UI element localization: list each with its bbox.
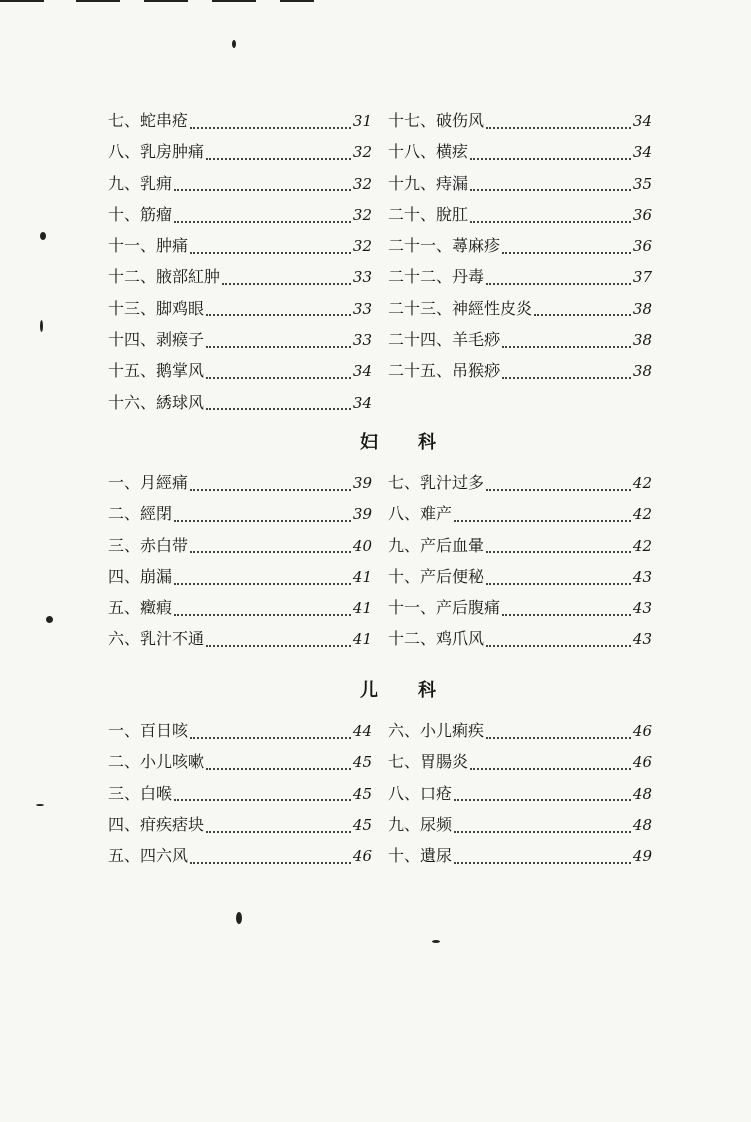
toc-entry (108, 564, 372, 595)
toc-entry-page-number: 48 (632, 784, 652, 803)
toc-entry-page-number: 46 (352, 847, 372, 866)
scan-speck (46, 616, 53, 623)
toc-entry (108, 812, 372, 843)
dot-leader (502, 252, 631, 254)
toc-entry-page-number: 33 (352, 331, 372, 350)
toc-entry-page-number: 34 (352, 393, 372, 412)
toc-entry-page-number: 34 (632, 112, 652, 130)
toc-entry (108, 171, 372, 202)
toc-columns (108, 718, 688, 874)
toc-entry (108, 781, 372, 812)
dot-leader (174, 583, 351, 585)
toc-entry (108, 264, 372, 295)
dot-leader (190, 862, 351, 864)
toc-entry-page-number: 36 (632, 237, 652, 256)
toc-entry-page-number: 34 (352, 362, 372, 381)
top-rule (212, 0, 256, 2)
toc-entry-label: 八、难产 (388, 504, 453, 524)
toc-entry-label: 一、月經痛 (108, 473, 189, 492)
toc-entry-label: 十、产后便秘 (388, 566, 485, 586)
toc-entry-label: 二十二、丹毒 (388, 267, 485, 287)
toc-entry-label: 十一、产后腹痛 (388, 598, 501, 618)
toc-entry-page-number: 38 (632, 362, 652, 381)
toc-entry-page-number: 41 (352, 630, 372, 649)
toc-entry-page-number: 39 (352, 474, 372, 492)
dot-leader (470, 768, 631, 770)
dot-leader (206, 768, 351, 770)
toc-right-column (388, 470, 652, 658)
toc-entry (388, 327, 652, 358)
dot-leader (174, 799, 351, 801)
toc-entry (388, 139, 652, 170)
toc-entry-label: 十四、剥瘊子 (108, 330, 205, 350)
toc-entry-label: 十一、肿痛 (108, 236, 189, 256)
toc-entry (108, 139, 372, 170)
dot-leader (206, 408, 351, 410)
toc-entry (388, 718, 652, 749)
toc-entry-page-number: 49 (632, 847, 652, 866)
dot-leader (174, 614, 351, 616)
toc-entry-label: 十二、鸡爪风 (388, 629, 485, 649)
toc-entry (108, 296, 372, 327)
toc-entry-label: 十九、痔漏 (388, 173, 469, 193)
toc-entry (388, 358, 652, 389)
toc-entry (108, 718, 372, 749)
section-heading: 妇科 (360, 432, 476, 453)
top-rule (0, 0, 44, 2)
scan-speck (40, 232, 46, 240)
toc-section-pediatrics (108, 676, 688, 874)
toc-entry-page-number: 32 (352, 143, 372, 162)
toc-entry-label: 十三、脚鸡眼 (108, 298, 205, 318)
toc-entry (388, 564, 652, 595)
toc-entry-page-number: 41 (352, 567, 372, 586)
toc-entry-page-number: 43 (632, 630, 652, 649)
toc-entry-label: 七、胃腸炎 (388, 752, 469, 772)
toc-entry (108, 626, 372, 657)
toc-entry-label: 六、小儿痢疾 (388, 721, 485, 740)
dot-leader (206, 346, 351, 348)
dot-leader (470, 158, 631, 160)
toc-entry-page-number: 40 (352, 536, 372, 555)
toc-entry-label: 一、百日咳 (108, 721, 189, 740)
toc-entry-label: 七、蛇串疮 (108, 111, 189, 130)
toc-entry-page-number: 31 (352, 112, 372, 130)
dot-leader (502, 346, 631, 348)
dot-leader (206, 314, 351, 316)
toc-entry (108, 108, 372, 139)
toc-entry-label: 二十五、吊猴痧 (388, 361, 501, 381)
toc-right-column (388, 108, 652, 421)
toc-entry-page-number: 33 (352, 299, 372, 318)
dot-leader (454, 520, 631, 522)
toc-entry-label: 十、筋瘤 (108, 204, 173, 224)
dot-leader (206, 377, 351, 379)
dot-leader (470, 189, 631, 191)
dot-leader (486, 127, 631, 129)
toc-entry (108, 843, 372, 874)
toc-entry-label: 十七、破伤风 (388, 111, 485, 130)
toc-entry-page-number: 42 (632, 505, 652, 524)
toc-entry-label: 十五、鹅掌风 (108, 361, 205, 381)
toc-entry (388, 202, 652, 233)
toc-entry-label: 八、口疮 (388, 783, 453, 803)
toc-entry-label: 四、崩漏 (108, 566, 173, 586)
dot-leader (190, 551, 351, 553)
toc-entry-page-number: 42 (632, 474, 652, 492)
dot-leader (454, 831, 631, 833)
dot-leader (486, 645, 631, 647)
toc-entry (388, 108, 652, 139)
toc-entry-page-number: 48 (632, 815, 652, 834)
toc-section-gynecology (108, 428, 688, 658)
toc-right-column (388, 718, 652, 874)
toc-columns (108, 470, 688, 658)
dot-leader (190, 127, 351, 129)
toc-entry-label: 九、乳痈 (108, 173, 173, 193)
toc-entry (108, 202, 372, 233)
dot-leader (454, 862, 631, 864)
toc-columns (108, 108, 688, 421)
toc-entry-page-number: 34 (632, 143, 652, 162)
toc-entry-label: 二十一、蕁麻疹 (388, 236, 501, 256)
toc-entry-label: 二、小儿咳嗽 (108, 752, 205, 772)
scan-speck (232, 40, 236, 48)
toc-entry-page-number: 45 (352, 815, 372, 834)
toc-entry (108, 390, 372, 421)
toc-entry-page-number: 32 (352, 205, 372, 224)
top-rule (76, 0, 120, 2)
top-rule (144, 0, 188, 2)
toc-entry-page-number: 33 (352, 268, 372, 287)
toc-entry-label: 七、乳汁过多 (388, 473, 485, 492)
toc-entry-label: 十、遺尿 (388, 846, 453, 866)
dot-leader (486, 283, 631, 285)
toc-left-column (108, 470, 372, 658)
dot-leader (206, 158, 351, 160)
dot-leader (174, 221, 351, 223)
top-rule (280, 0, 314, 2)
toc-entry (388, 171, 652, 202)
toc-entry (388, 781, 652, 812)
scan-speck (236, 912, 242, 924)
scan-speck (432, 940, 440, 943)
toc-entry-label: 二十三、神經性皮炎 (388, 298, 533, 318)
toc-entry-label: 二十、脫肛 (388, 204, 469, 224)
dot-leader (502, 614, 631, 616)
scan-speck (40, 320, 43, 332)
toc-entry-page-number: 42 (632, 536, 652, 555)
toc-entry-page-number: 37 (632, 268, 652, 287)
dot-leader (502, 377, 631, 379)
toc-entry-page-number: 46 (632, 722, 652, 740)
toc-entry-page-number: 38 (632, 299, 652, 318)
toc-entry-page-number: 46 (632, 753, 652, 772)
toc-entry-page-number: 32 (352, 174, 372, 193)
toc-entry (108, 749, 372, 780)
dot-leader (486, 489, 631, 491)
toc-entry (388, 595, 652, 626)
dot-leader (174, 189, 351, 191)
toc-entry-label: 五、癥瘕 (108, 598, 173, 618)
dot-leader (206, 645, 351, 647)
toc-entry-page-number: 41 (352, 599, 372, 618)
toc-entry (388, 626, 652, 657)
dot-leader (190, 489, 351, 491)
dot-leader (486, 583, 631, 585)
toc-entry (388, 812, 652, 843)
toc-entry-label: 三、赤白带 (108, 535, 189, 555)
toc-entry-page-number: 32 (352, 237, 372, 256)
toc-entry (388, 843, 652, 874)
toc-entry-label: 五、四六风 (108, 846, 189, 866)
toc-entry (388, 296, 652, 327)
dot-leader (486, 551, 631, 553)
toc-entry-page-number: 43 (632, 567, 652, 586)
toc-entry-label: 八、乳房肿痛 (108, 142, 205, 162)
toc-entry-page-number: 35 (632, 174, 652, 193)
dot-leader (534, 314, 631, 316)
section-heading: 儿科 (360, 680, 476, 701)
toc-entry-label: 二十四、羊毛痧 (388, 330, 501, 350)
dot-leader (470, 221, 631, 223)
toc-entry (108, 470, 372, 501)
toc-entry (108, 233, 372, 264)
dot-leader (190, 737, 351, 739)
toc-left-column (108, 108, 372, 421)
toc-entry (388, 264, 652, 295)
toc-entry-page-number: 36 (632, 205, 652, 224)
toc-entry-label: 四、疳疾痞块 (108, 814, 205, 834)
scan-speck (36, 804, 44, 806)
dot-leader (174, 520, 351, 522)
dot-leader (486, 737, 631, 739)
toc-entry (108, 501, 372, 532)
toc-entry-label: 十六、綉球风 (108, 392, 205, 412)
toc-entry-label: 九、尿频 (388, 814, 453, 834)
toc-entry (388, 470, 652, 501)
toc-entry-page-number: 45 (352, 753, 372, 772)
toc-entry (108, 595, 372, 626)
toc-entry-label: 十二、腋部紅肿 (108, 267, 221, 287)
toc-entry-label: 二、經閉 (108, 504, 173, 524)
toc-entry-page-number: 44 (352, 722, 372, 740)
toc-entry (108, 358, 372, 389)
dot-leader (206, 831, 351, 833)
dot-leader (454, 799, 631, 801)
toc-entry-label: 十八、横痃 (388, 142, 469, 162)
toc-entry-label: 六、乳汁不通 (108, 629, 205, 649)
toc-entry-page-number: 45 (352, 784, 372, 803)
toc-entry (388, 749, 652, 780)
toc-entry-label: 三、白喉 (108, 783, 173, 803)
toc-entry (108, 327, 372, 358)
toc-entry (388, 533, 652, 564)
toc-entry-page-number: 38 (632, 331, 652, 350)
toc-section-surgery-cont (108, 108, 688, 421)
toc-entry (108, 533, 372, 564)
toc-left-column (108, 718, 372, 874)
toc-entry (388, 233, 652, 264)
toc-entry-page-number: 39 (352, 505, 372, 524)
dot-leader (222, 283, 351, 285)
toc-entry-page-number: 43 (632, 599, 652, 618)
dot-leader (190, 252, 351, 254)
toc-entry (388, 501, 652, 532)
toc-entry-label: 九、产后血暈 (388, 535, 485, 555)
